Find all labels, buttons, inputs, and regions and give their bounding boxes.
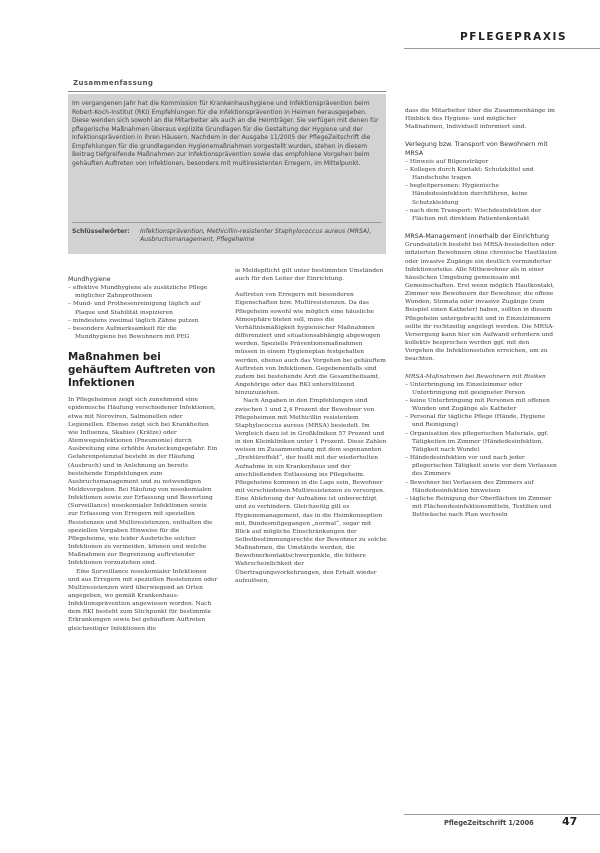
mrsa-management-subheading: MRSA-Management innerhalb der Einrichtung — [405, 233, 549, 241]
mouth-hygiene-subheading: Mundhygiene — [68, 276, 111, 283]
list-item: – keine Unterbringung mit Personen mit offenen Wunden und Zugänge als Katheter — [405, 398, 550, 413]
column-left — [68, 276, 218, 633]
list-item: – Personal für tägliche Pflege (Hände, Hygiene und Reinigung) — [405, 414, 546, 429]
section-header-title: PFLEGEPRAXIS — [460, 31, 568, 43]
section-heading: Maßnahmen bei gehäuftem Auftreten von Infektionen — [68, 351, 216, 390]
list-item: – mindestens zweimal täglich Zähne putzen — [68, 317, 199, 324]
body-paragraph: Auftreten von Erregern mit besonderen Eigenschaften bzw. Multiresistenzen. Da das Pflegeheim sowohl wie möglich eine häusliche Atmosphäre bieten soll, muss die Verhältnismäßigkeit hygienischer Maßnahmen differenziert und situationsabhängig abgewogen werden. Spezielle Präventionsmaßnahmen müssen in einem Hygieneplan festgehalten werden, ebenso auch das Vorgehen bei gehäuftem Auftreten von Infektionen. Gegebenenfalls sind zudem bei bestehende Arzt die Gesamtheitsamt, Angehörige oder das RKI unterstützend hinzuzuziehen. — [235, 292, 386, 397]
list-item: – Unterbringung im Einzelzimmer oder Unterbringung mit geeigneter Person — [405, 381, 525, 396]
transport-subheading: Verlegung bzw. Transport von Bewohnern mit MRSA — [405, 141, 548, 157]
body-paragraph: In Pflegeheimen zeigt sich zunehmend eine epidemische Häufung verschiedener Infektionen, etwa mit Noroviren, Salmonellen oder Legionellen. Ebenso zeigt sich bei Krankheiten wie Influenza, Skabies (Krätze) oder Atemwegsinfektionen (Pneumonie) durch Ausbreitung eine erhöhte Ansteckungsgefahr. Ein Gefahrenpotenzial besteht in der Häufung (Ausbruch) und in Anlehnung an bereits bestehende Empfehlungen zum Ausbruchsmanagement und zu notwendigen Meldevorgaben. Bei Häufung von nosokomialen Infektionen sowie zur Erfassung und Bewertung (Surveillance) nosokomialer Infektionen sowie zur Erfassung von Erregern mit speziellen Resistenzen und Multiresistenzen, enthalten die speziellen Vorgaben Hinweise für die Pflegeheime, wie leider Ausbrüche solcher Infektionen zu vermeiden, können und welche Maßnahmen zur Begrenzung auftretender Infektionen vorzuziehen sind. — [68, 397, 218, 567]
list-item: – tägliche Reinigung der Oberflächen im Zimmer mit Flächendesinfektionsmitteln, Textilien und Bettwäsche nach Plan wechseln — [405, 495, 552, 519]
list-item: – effektive Mundhygiene als zusätzliche Pflege möglicher Zahnprothesen — [68, 285, 208, 300]
list-item: – Mund- und Prothesenreinigung täglich auf Plaque und Stabilität inspizieren — [68, 301, 201, 316]
risk-measures-label: MRSA-Maßnahmen bei Bewohnern mit Risiken — [405, 373, 546, 380]
list-item: – Händedesinfektion vor und nach jeder pflegerischen Tätigkeit sowie vor dem Verlassen des Zimmers — [405, 455, 557, 478]
column-middle — [235, 267, 387, 585]
body-paragraph: Grundsätzlich besteht bei MRSA-besiedelten oder infizierten Bewohnern ohne chronische Hautläsion oder invasive Zugänge ein deutlich verminderter Infektionsrisiko. Alle Mitbewohner als in einer häuslichen Umgebung gemeinsam mit Gemeinschaften. Erst wenn möglich Hautkontakt, Zimmer wie Bewohnern der Bewohner, die offene Wunden, Stomata oder invasive Zugänge (zum Beispiel einen Katheter) haben, sollten in diesem Pflegeheim untergebracht und in Einzelzimmern sollte ihr rechtzeitig angelegt werden. Die MRSA-Versorgung kann hier ein Aufwand erfordern und kollektiv besprochen werden ggf. mit den Vorgehen die Infektionsstufen erreichen, um zu beachten. — [405, 242, 557, 363]
list-item: – Organisation des pflegerischen Materials, ggf. Tätigkeiten im Zimmer (Händedesinfektion, Tätigkeit nach Wunde) — [405, 430, 549, 453]
keywords-label: Schlüsselwörter: — [72, 228, 130, 235]
header-rule — [404, 48, 600, 49]
list-item: – Hinweis auf Bilgensträger — [405, 158, 489, 165]
list-item: – besondere Aufmerksamkeit für die Mundhygiene bei Bewohnern mit PEG — [68, 325, 190, 341]
body-paragraph: dass die Mitarbeiter über die Zusammenhänge im Hinblick des Hygiene- und möglicher Maßnahmen, Individuell informiert sind. — [405, 108, 555, 131]
abstract-text: Im vergangenen Jahr hat die Kommission für Krankenhaushygiene und Infektionsprävention beim Robert-Koch-Institut (RKI) Empfehlungen für die Infektionsprävention in Heimen herausgegeben. Diese wenden sich sowohl an die Mitarbeiter als auch an die Heimträger. Sie verfügen mit denen für pflegerische Maßnahmen überaus explizite Grundlagen für die Gestaltung der Hygiene und der Infektionsprävention in ihren Häusern. Nachdem in der Ausgabe 11/2005 der PflegeZeitschrift die Empfehlungen für die grundlegenden Hygienemaßnahmen vorgestellt wurden, stehen in diesem Beitrag tiefgreifende Maßnahmen zur Infektionsprävention sowie das empfohlene Vorgehen beim gehäuften Auftreten von Infektionen, besonders mit multiresistenten Erregern, im Mittelpunkt. — [72, 100, 379, 167]
journal-issue: PflegeZeitschrift 1/2006 — [444, 819, 534, 827]
body-paragraph: ie Meldepflicht gilt unter bestimmten Umständen auch für den Leiter der Einrichtung. — [235, 268, 384, 283]
list-item: – begleitpersonen: Hygienische Händedesinfektion durchführen, keine Schutzkleidung — [405, 183, 528, 206]
column-right — [405, 107, 557, 519]
page-number: 47 — [562, 815, 578, 828]
keywords-text: Infektionsprävention, Methicillin-resistenter Staphylococcus aureus (MRSA), Ausbruchsmanagement, Pflegeheime — [140, 228, 372, 244]
abstract-divider — [72, 222, 382, 223]
abstract-title: Zusammenfassung — [73, 79, 154, 87]
list-item: – Bewohner bei Verlassen des Zimmers auf Händedesinfektion hinweisen — [405, 479, 534, 494]
abstract-title-rule — [68, 91, 386, 92]
list-item: – nach dem Transport: Wischdesinfektion der Flächen mit direktem Patientenkontakt — [405, 207, 541, 222]
list-item: – Kollegen durch Kontakt: Schutzkittel und Handschuhe tragen — [405, 166, 534, 182]
body-paragraph: Nach Angaben in den Empfehlungen sind zwischen 1 und 2,4 Prozent der Bewohner von Pflegeheimen mit Methicillin resistentem Staphylococcus aureus (MRSA) besiedelt. Im Vergleich dazu ist in Großkliniken 57 Prozent und in den Kleinkliniken unter 1 Prozent. Diese Zahlen weisen im Zusammenhang mit dem sogenannten „Drehtüreffekt“, der heißt mit der wiederholten Aufnahme in ein Krankenhaus und der anschließenden Entlassung ins Pflegeheim. Pflegeheime kommen in die Lage sein, Bewohner mit verschiedenen Multiresistenzen zu versorgen. Eine Ablehnung der Aufnahme ist unberechtigt und zu verhindern. Gleichzeitig gilt es Hygienemanagement, das in die Heimkonzeption mit, Bundesmitgegangen „normal“, sogar mit Blick auf mögliche Einschränkungen der Selbstbestimmungsrechte der Bewohner zu solche Maßnahmen, die Umstände werden, die Bewohnerkontaktschwerpunkte, die höhere Wahrscheinlichkeit der Übertragungsvorkehrungen, den Erhalt wieder aufzulösen, — [235, 398, 387, 584]
body-paragraph: Eine Surveillance nosokomialer Infektionen und aus Erregern mit speziellen Resistenzen oder Multiresistenzen wird überwiegend an Orten angegeben, wo gemäß Krankenhaus-Infektionsprävention angewiesen worden. Nach dem RKI besteht zum Stichpunkt für bestimmte Erkrankungen sowie bei gehäuftem Auftreten gleichzeitiger Infektionen die — [68, 568, 218, 632]
